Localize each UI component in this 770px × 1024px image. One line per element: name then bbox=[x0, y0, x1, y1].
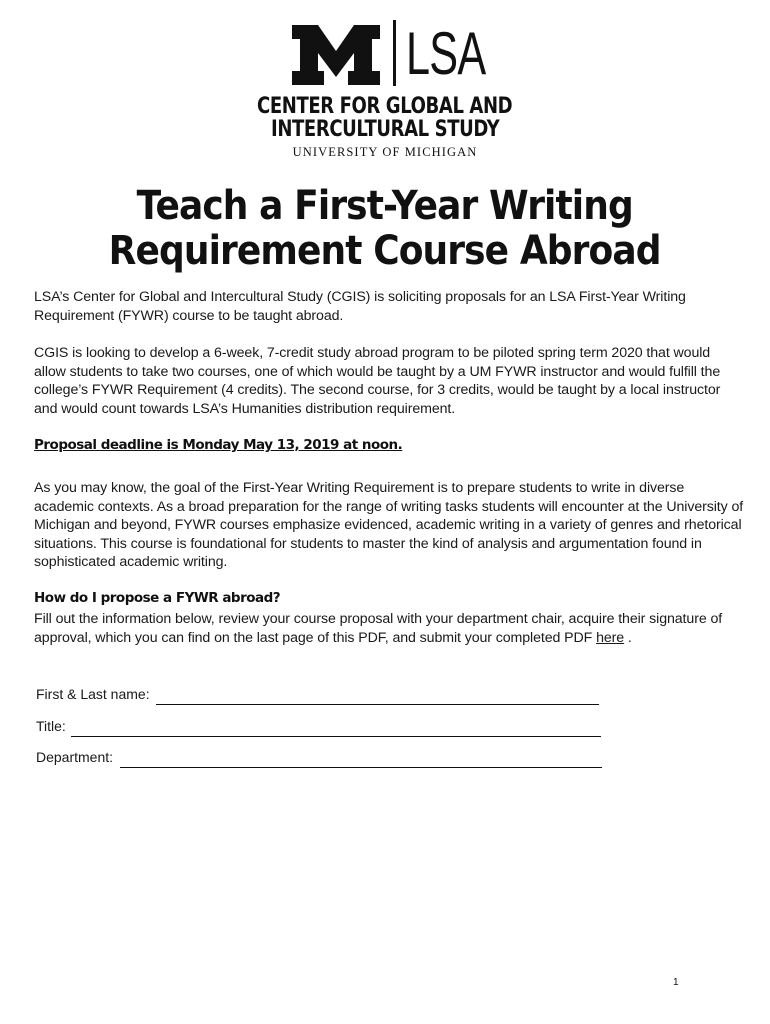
name-field[interactable] bbox=[156, 686, 599, 705]
submit-here-link[interactable]: here bbox=[596, 629, 625, 646]
intro-paragraph: LSA’s Center for Global and Intercultural Study (CGIS) is soliciting proposals for an LSA First-Year Writing Requirement (FYWR) course to be taught abroad. bbox=[34, 289, 686, 324]
title-field[interactable] bbox=[71, 718, 601, 737]
lsa-wordmark: LSA bbox=[406, 20, 486, 87]
department-field[interactable] bbox=[120, 749, 602, 768]
page-title-line2: Requirement Course Abroad bbox=[109, 228, 661, 274]
name-label: First & Last name: bbox=[36, 686, 150, 702]
page-number: 1 bbox=[673, 977, 679, 988]
instructions-paragraph bbox=[34, 610, 744, 647]
instructions-end: . bbox=[624, 629, 632, 646]
center-name-line2: INTERCULTURAL STUDY bbox=[270, 117, 500, 142]
how-to-propose-heading: How do I propose a FYWR abroad? bbox=[34, 590, 281, 606]
logo-divider bbox=[393, 20, 396, 86]
title-label: Title: bbox=[36, 718, 66, 734]
block-m-logo-icon bbox=[292, 25, 380, 85]
center-name-line1: CENTER FOR GLOBAL AND bbox=[257, 94, 513, 119]
instructions-text: Fill out the information below, review your course proposal with your department chair, acquire their signature of approval, which you can find on the last page of this PDF, and submit your completed PDF bbox=[34, 611, 723, 646]
program-paragraph: CGIS is looking to develop a 6-week, 7-credit study abroad program to be piloted spring term 2020 that would allow students to take two courses, one of which would be taught by a UM FYWR instructor and would fulfill the college’s FYWR Requirement (4 credits). The second course, for 3 credits, would be taught by a local instructor and would count towards LSA’s Humanities distribution requirement. bbox=[34, 345, 721, 417]
department-label: Department: bbox=[36, 749, 114, 765]
deadline-notice: Proposal deadline is Monday May 13, 2019 at noon. bbox=[34, 437, 403, 453]
lsa-logo bbox=[0, 20, 770, 90]
goal-paragraph: As you may know, the goal of the First-Year Writing Requirement is to prepare students to write in diverse academic contexts. As a broad preparation for the range of writing tasks students will encounter at the University of Michigan and beyond, FYWR courses emphasize evidenced, academic writing in a variety of genres and rhetorical situations. This course is foundational for students to master the kind of analysis and argumentation found in sophisticated academic writing. bbox=[34, 480, 744, 570]
page-title-line1: Teach a First-Year Writing bbox=[136, 183, 634, 229]
university-name: UNIVERSITY OF MICHIGAN bbox=[292, 145, 478, 159]
